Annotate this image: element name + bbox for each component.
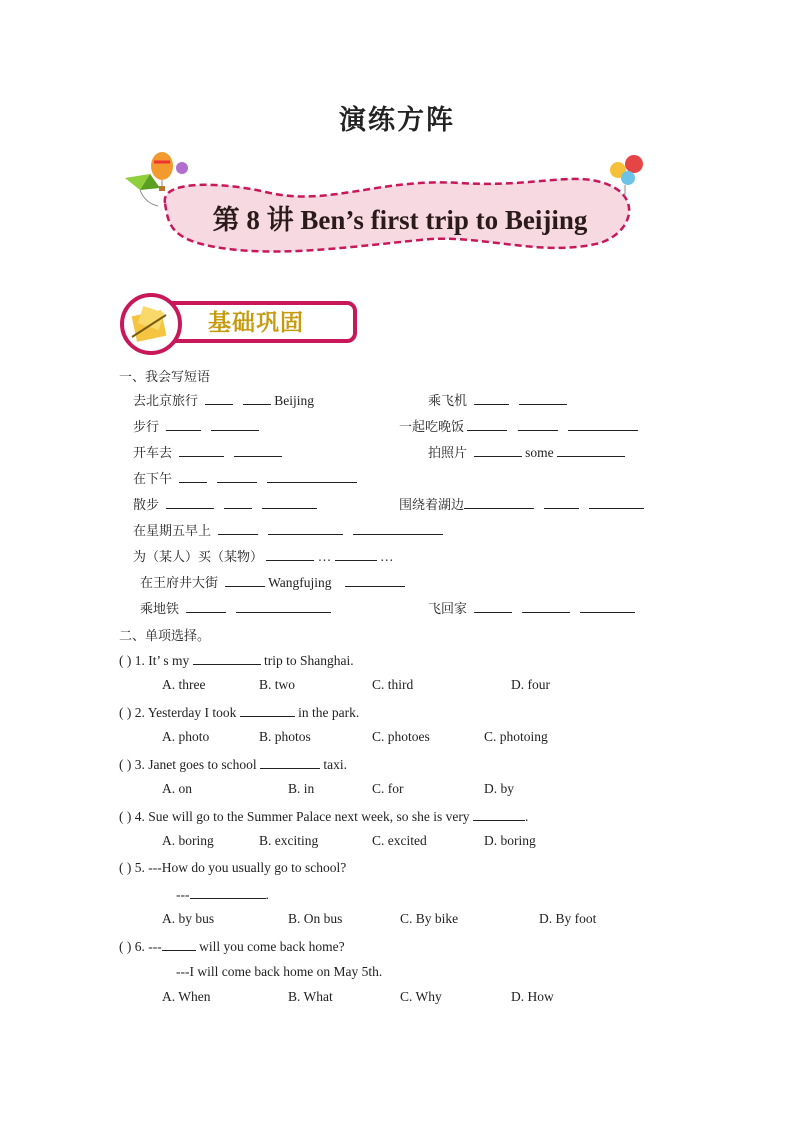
option: D. by — [484, 781, 514, 796]
option: D. By foot — [539, 911, 597, 926]
phrase-item: 去北京旅行 Beijing — [133, 393, 315, 409]
section-label: 基础巩固 — [208, 310, 304, 336]
phrase-item: 为（某人）买（某物） … … — [133, 549, 394, 565]
option: D. four — [511, 677, 550, 692]
option: A. three — [162, 677, 206, 692]
option: B. On bus — [288, 911, 343, 926]
option: B. What — [288, 989, 333, 1004]
phrase-item: 散步 — [133, 495, 317, 515]
kite-icon — [125, 174, 160, 206]
part2-heading: 二、单项选择。 — [119, 629, 211, 644]
option: A. When — [162, 989, 211, 1004]
option: C. excited — [372, 833, 427, 848]
phrase-item: 拍照片 some — [428, 443, 625, 463]
option: D. boring — [484, 833, 536, 848]
option: C. third — [372, 677, 414, 692]
question-6: ( ) 6. --- will you come back home? — [119, 939, 345, 954]
question-5-answer: --- . — [176, 887, 269, 902]
question-4: ( ) 4. Sue will go to the Summer Palace next week, so she is very . — [119, 809, 529, 824]
question-5: ( ) 5. ---How do you usually go to school? — [119, 860, 347, 875]
lesson-title: 第 8 讲 Ben’s first trip to Beijing — [212, 205, 588, 235]
option: A. photo — [162, 729, 210, 744]
phrase-item: 在王府井大街 Wangfujing — [140, 573, 405, 593]
option: C. photoing — [484, 729, 548, 744]
option: B. photos — [259, 729, 311, 744]
phrase-item: 一起吃晚饭 — [399, 417, 638, 437]
phrase-item: 乘飞机 — [428, 391, 567, 411]
page-title: 演练方阵 — [339, 105, 455, 136]
option: B. exciting — [259, 833, 319, 848]
option: B. in — [288, 781, 315, 796]
option: D. How — [511, 989, 554, 1004]
question-2: ( ) 2. Yesterday I took in the park. — [119, 705, 360, 720]
phrase-item: 步行 — [133, 417, 259, 437]
part1-heading: 一、我会写短语 — [119, 370, 211, 385]
phrase-item: 围绕着湖边 — [399, 495, 644, 515]
option: C. By bike — [400, 911, 459, 926]
phrase-item: 开车去 — [133, 443, 282, 463]
phrase-item: 飞回家 — [428, 599, 635, 619]
option: C. photoes — [372, 729, 430, 744]
option: C. Why — [400, 989, 442, 1004]
question-3: ( ) 3. Janet goes to school taxi. — [119, 757, 347, 772]
option: A. by bus — [162, 911, 215, 926]
question-1: ( ) 1. It’ s my trip to Shanghai. — [119, 653, 354, 668]
option: C. for — [372, 781, 404, 796]
option: A. on — [162, 781, 192, 796]
question-6-answer: ---I will come back home on May 5th. — [176, 964, 383, 979]
phrase-item: 乘地铁 — [140, 599, 331, 619]
option: A. boring — [162, 833, 214, 848]
phrase-item: 在下午 — [133, 469, 357, 489]
option: B. two — [259, 677, 296, 692]
phrase-item: 在星期五早上 — [133, 521, 443, 541]
